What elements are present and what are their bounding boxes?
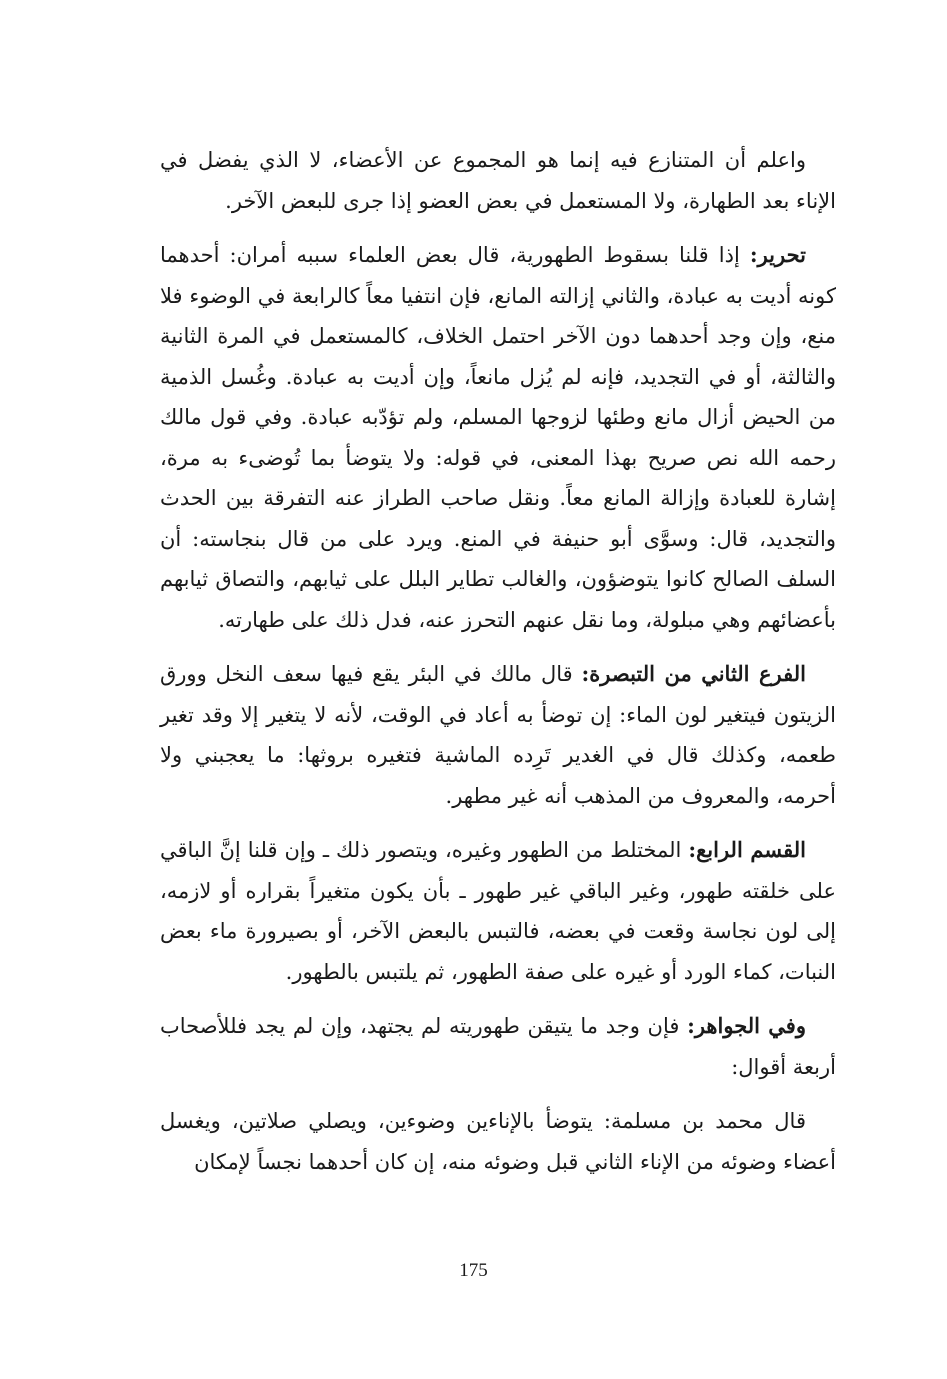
paragraph-2 <box>160 235 836 640</box>
paragraph-5-text: فإن وجد ما يتيقن طهوريته لم يجتهد، وإن لم يجد فللأصحاب أربعة أقوال: <box>160 1014 836 1079</box>
paragraph-4-text: المختلط من الطهور وغيره، ويتصور ذلك ـ وإن قلنا إنَّ الباقي على خلقته طهور، وغير الباقي غير طهور ـ بأن يكون متغيراً بقراره أو لازمه، إلى لون نجاسة وقعت في بعضه، فالتبس بالبعض الآخر، أو بصيرورة ماء بعض النبات، كماء الورد أو غيره على صفة الطهور، ثم يلتبس بالطهور. <box>160 838 836 984</box>
paragraph-4-lead: القسم الرابع: <box>688 837 806 862</box>
main-text <box>160 140 836 1182</box>
paragraph-2-text: إذا قلنا بسقوط الطهورية، قال بعض العلماء سببه أمران: أحدهما كونه أديت به عبادة، والثاني إزالته المانع، فإن انتفيا معاً كالرابعة في الوضوء فلا منع، وإن وجد أحدهما دون الآخر احتمل الخلاف، كالمستعمل في المرة الثانية والثالثة، أو في التجديد، فإنه لم يُزل مانعاً، وإن أديت به عبادة. وغُسل الذمية من الحيض أزال مانع وطئها لزوجها المسلم، ولم تؤدّبه عبادة. وفي قول مالك رحمه الله نص صريح بهذا المعنى، في قوله: ولا يتوضأ بما تُوضىء به مرة، إشارة للعبادة وإزالة المانع معاً. ونقل صاحب الطراز عنه التفرقة بين الحدث والتجديد، قال: وسوَّى أبو حنيفة في المنع. ويرد على من قال بنجاسته: أن السلف الصالح كانوا يتوضؤون، والغالب تطاير البلل على ثيابهم، والتصاق ثيابهم بأعضائهم وهي مبلولة، وما نقل عنهم التحرز عنه، فدل ذلك على طهارته. <box>160 243 836 632</box>
paragraph-2-lead: تحرير: <box>749 242 806 267</box>
paragraph-3-lead: الفرع الثاني من التبصرة: <box>581 661 806 686</box>
paragraph-4 <box>160 830 836 992</box>
paragraph-3-text: قال مالك في البئر يقع فيها سعف النخل وورق الزيتون فيتغير لون الماء: إن توضأ به أعاد في الوقت، لأنه لا يتغير إلا وقد تغير طعمه، وكذلك قال في الغدير تَرِده الماشية فتغيره بروثها: ما يعجبني ولا أحرمه، والمعروف من المذهب أنه غير مطهر. <box>160 662 836 808</box>
paragraph-5 <box>160 1006 836 1087</box>
paragraph-1 <box>160 140 836 221</box>
paragraph-3 <box>160 654 836 816</box>
paragraph-6 <box>160 1101 836 1182</box>
paragraph-1-text: واعلم أن المتنازع فيه إنما هو المجموع عن الأعضاء، لا الذي يفضل في الإناء بعد الطهارة، ولا المستعمل في بعض العضو إذا جرى للبعض الآخر. <box>160 148 836 213</box>
page-number: 175 <box>459 1260 488 1281</box>
paragraph-6-text: قال محمد بن مسلمة: يتوضأ بالإناءين وضوءين، ويصلي صلاتين، ويغسل أعضاء وضوئه من الإناء الثاني قبل وضوئه منه، إن كان أحدهما نجساً لإمكان <box>160 1109 836 1174</box>
paragraph-5-lead: وفي الجواهر: <box>687 1013 806 1038</box>
